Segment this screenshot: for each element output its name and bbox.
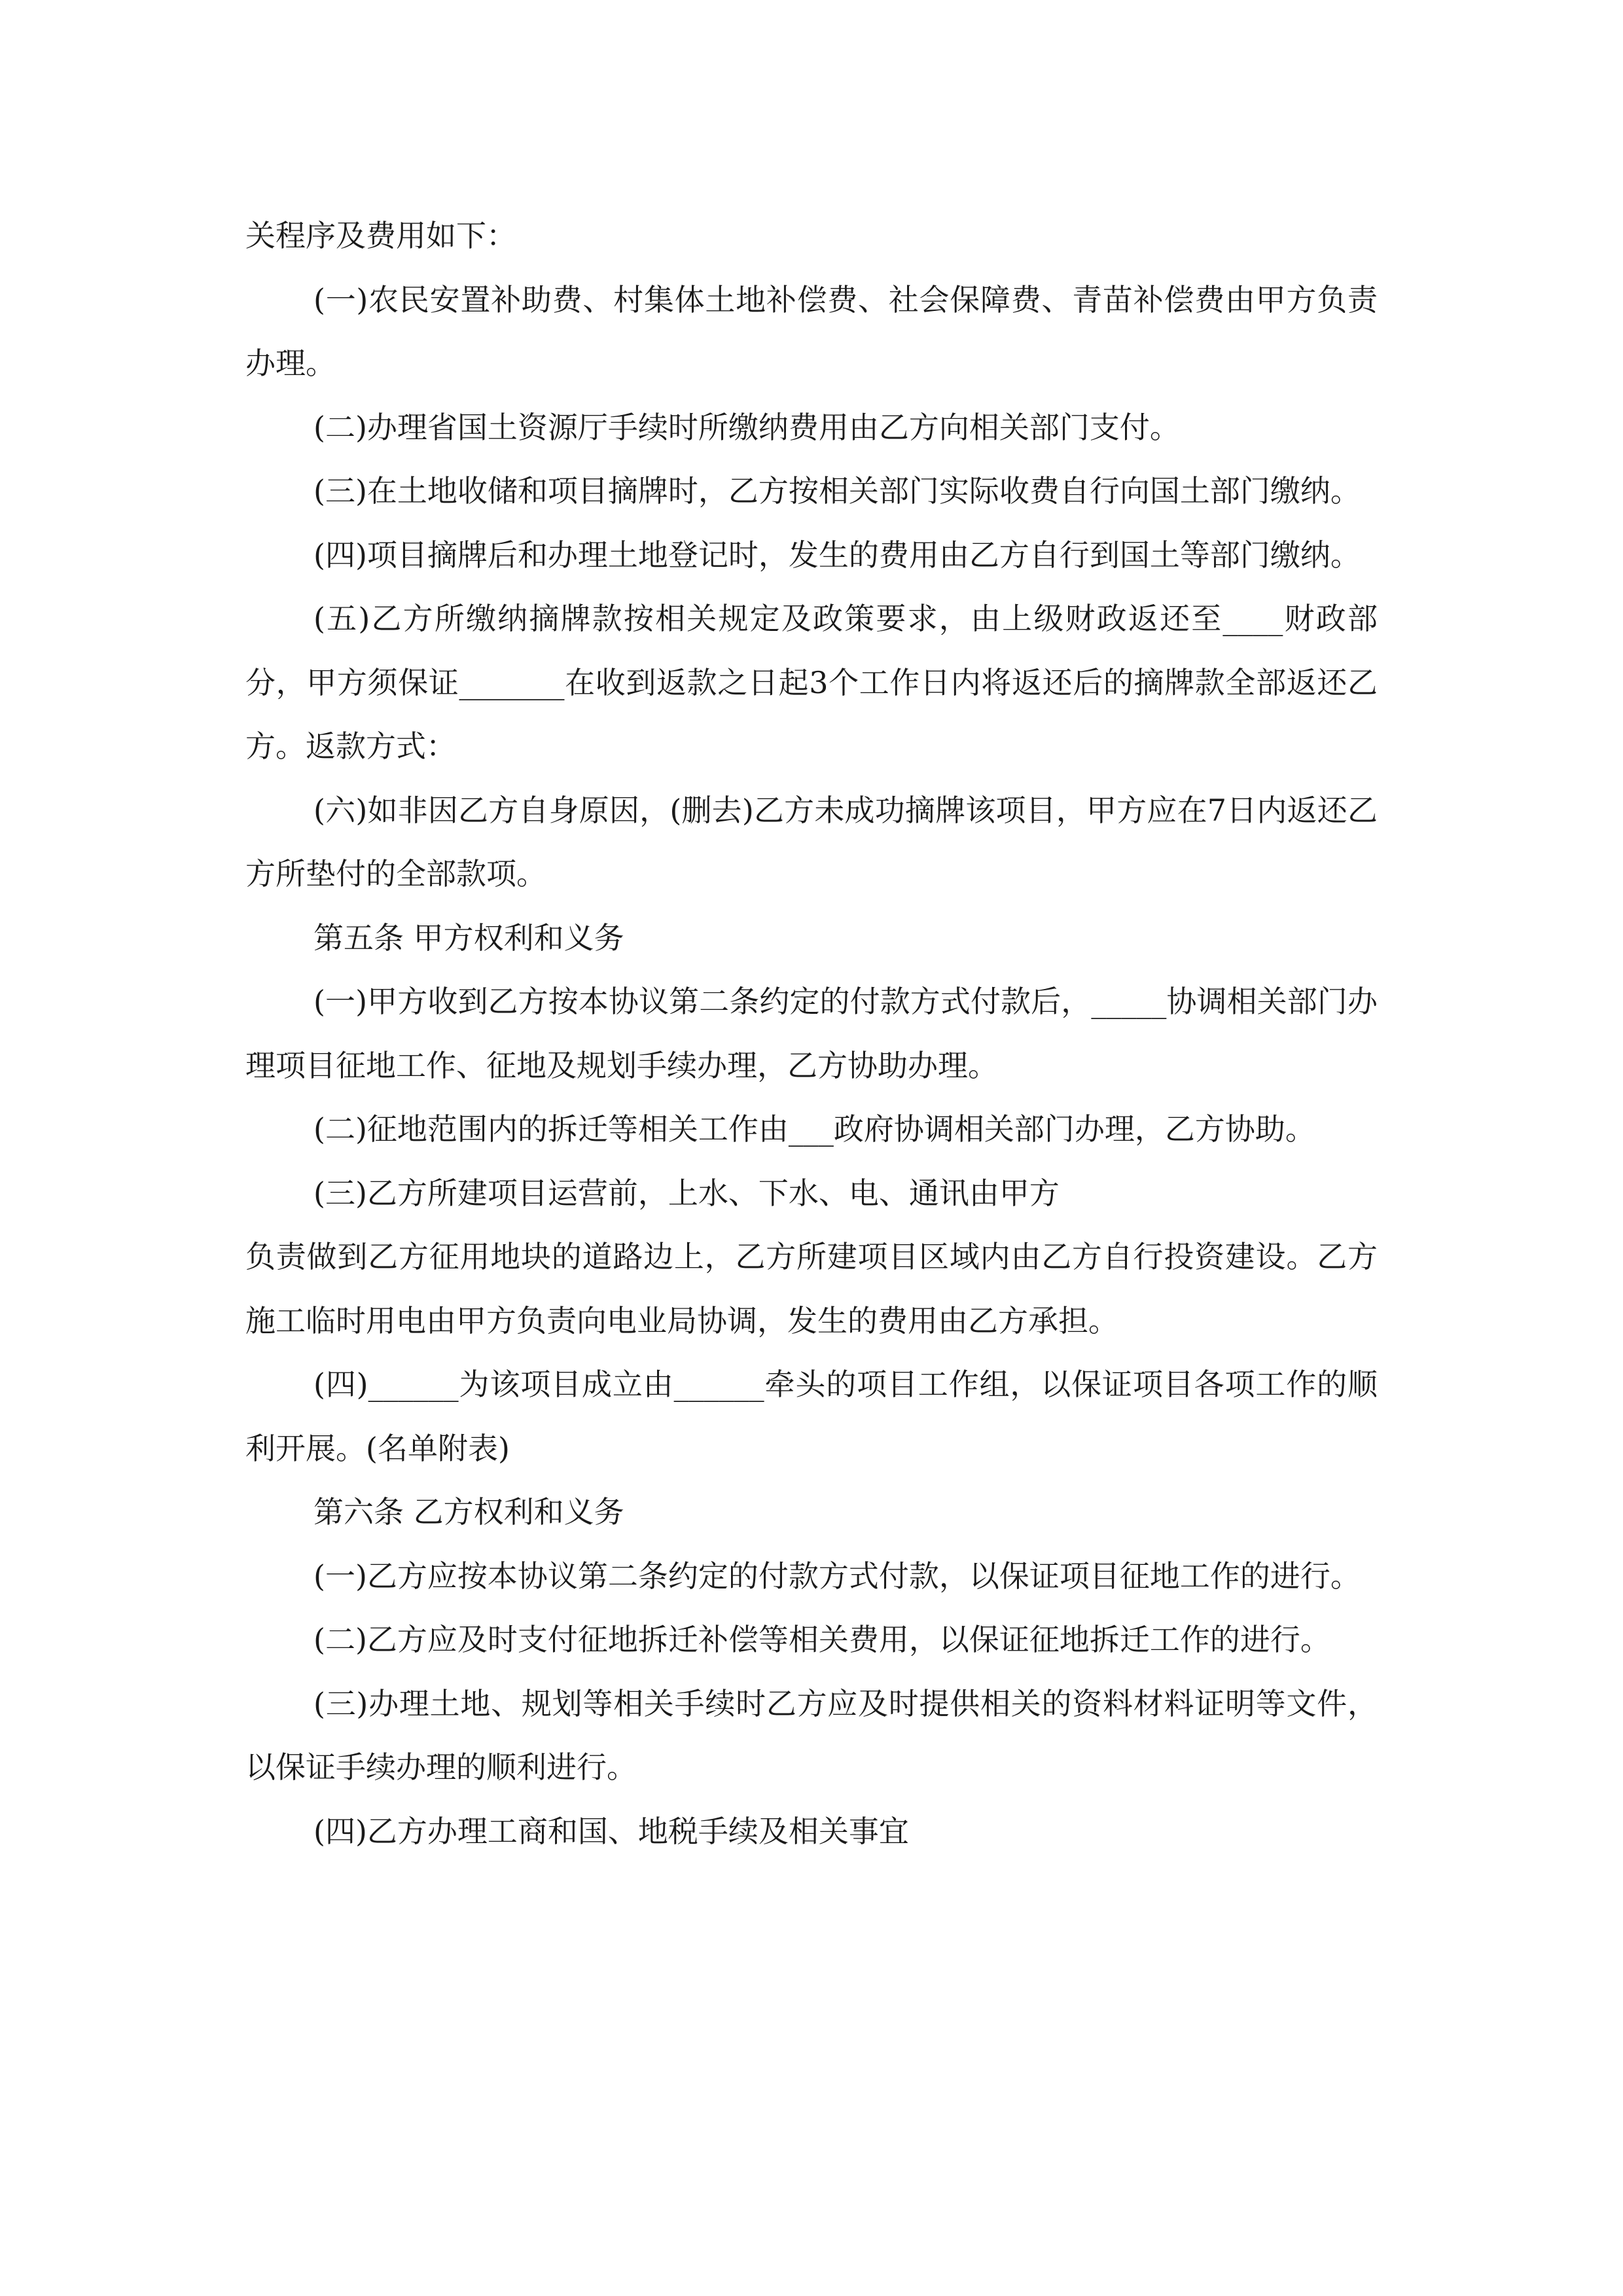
paragraph-article5-item-2: (二)征地范围内的拆迁等相关工作由___政府协调相关部门办理，乙方协助。 (313, 1111, 1315, 1147)
paragraph-item-1: (一)农民安置补助费、村集体土地补偿费、社会保障费、青苗补偿费由甲方负责办理。 (245, 281, 1378, 381)
paragraph-article5-item-4: (四)______为该项目成立由______牵头的项目工作组，以保证项目各项工作的顺利开展。(名单附表) (245, 1367, 1378, 1466)
paragraph-article6-item-1: (一)乙方应按本协议第二条约定的付款方式付款，以保证项目征地工作的进行。 (313, 1558, 1361, 1594)
article-five-heading: 第五条 甲方权利和义务 (313, 920, 624, 956)
paragraph-article5-item-1: (一)甲方收到乙方按本协议第二条约定的付款方式付款后，_____协调相关部门办理项目征地工作、征地及规划手续办理，乙方协助办理。 (245, 984, 1378, 1083)
paragraph-article5-item-3-continued: 负责做到乙方征用地块的道路边上，乙方所建项目区域内由乙方自行投资建设。乙方施工临时用电由甲方负责向电业局协调，发生的费用由乙方承担。 (245, 1239, 1378, 1338)
paragraph-item-2: (二)办理省国土资源厅手续时所缴纳费用由乙方向相关部门支付。 (313, 409, 1180, 445)
document-body (245, 204, 1378, 1863)
paragraph-item-5: (五)乙方所缴纳摘牌款按相关规定及政策要求，由上级财政返还至____财政部分，甲方须保证_______在收到返款之日起3个工作日内将返还后的摘牌款全部返还乙方。返款方式： (245, 601, 1378, 764)
article-six-heading: 第六条 乙方权利和义务 (313, 1494, 624, 1530)
paragraph-article6-item-4: (四)乙方办理工商和国、地税手续及相关事宜 (313, 1813, 909, 1849)
paragraph-item-3: (三)在土地收储和项目摘牌时，乙方按相关部门实际收费自行向国土部门缴纳。 (313, 473, 1361, 509)
paragraph-article6-item-2: (二)乙方应及时支付征地拆迁补偿等相关费用，以保证征地拆迁工作的进行。 (313, 1622, 1330, 1657)
paragraph-continuation: 关程序及费用如下： (245, 218, 516, 253)
paragraph-item-4: (四)项目摘牌后和办理土地登记时，发生的费用由乙方自行到国土等部门缴纳。 (313, 537, 1361, 573)
paragraph-article6-item-3: (三)办理土地、规划等相关手续时乙方应及时提供相关的资料材料证明等文件，以保证手续办理的顺利进行。 (245, 1685, 1378, 1785)
paragraph-item-6: (六)如非因乙方自身原因，(删去)乙方未成功摘牌该项目，甲方应在7日内返还乙方所垫付的全部款项。 (245, 792, 1378, 891)
paragraph-article5-item-3: (三)乙方所建项目运营前，上水、下水、电、通讯由甲方 (313, 1175, 1060, 1211)
